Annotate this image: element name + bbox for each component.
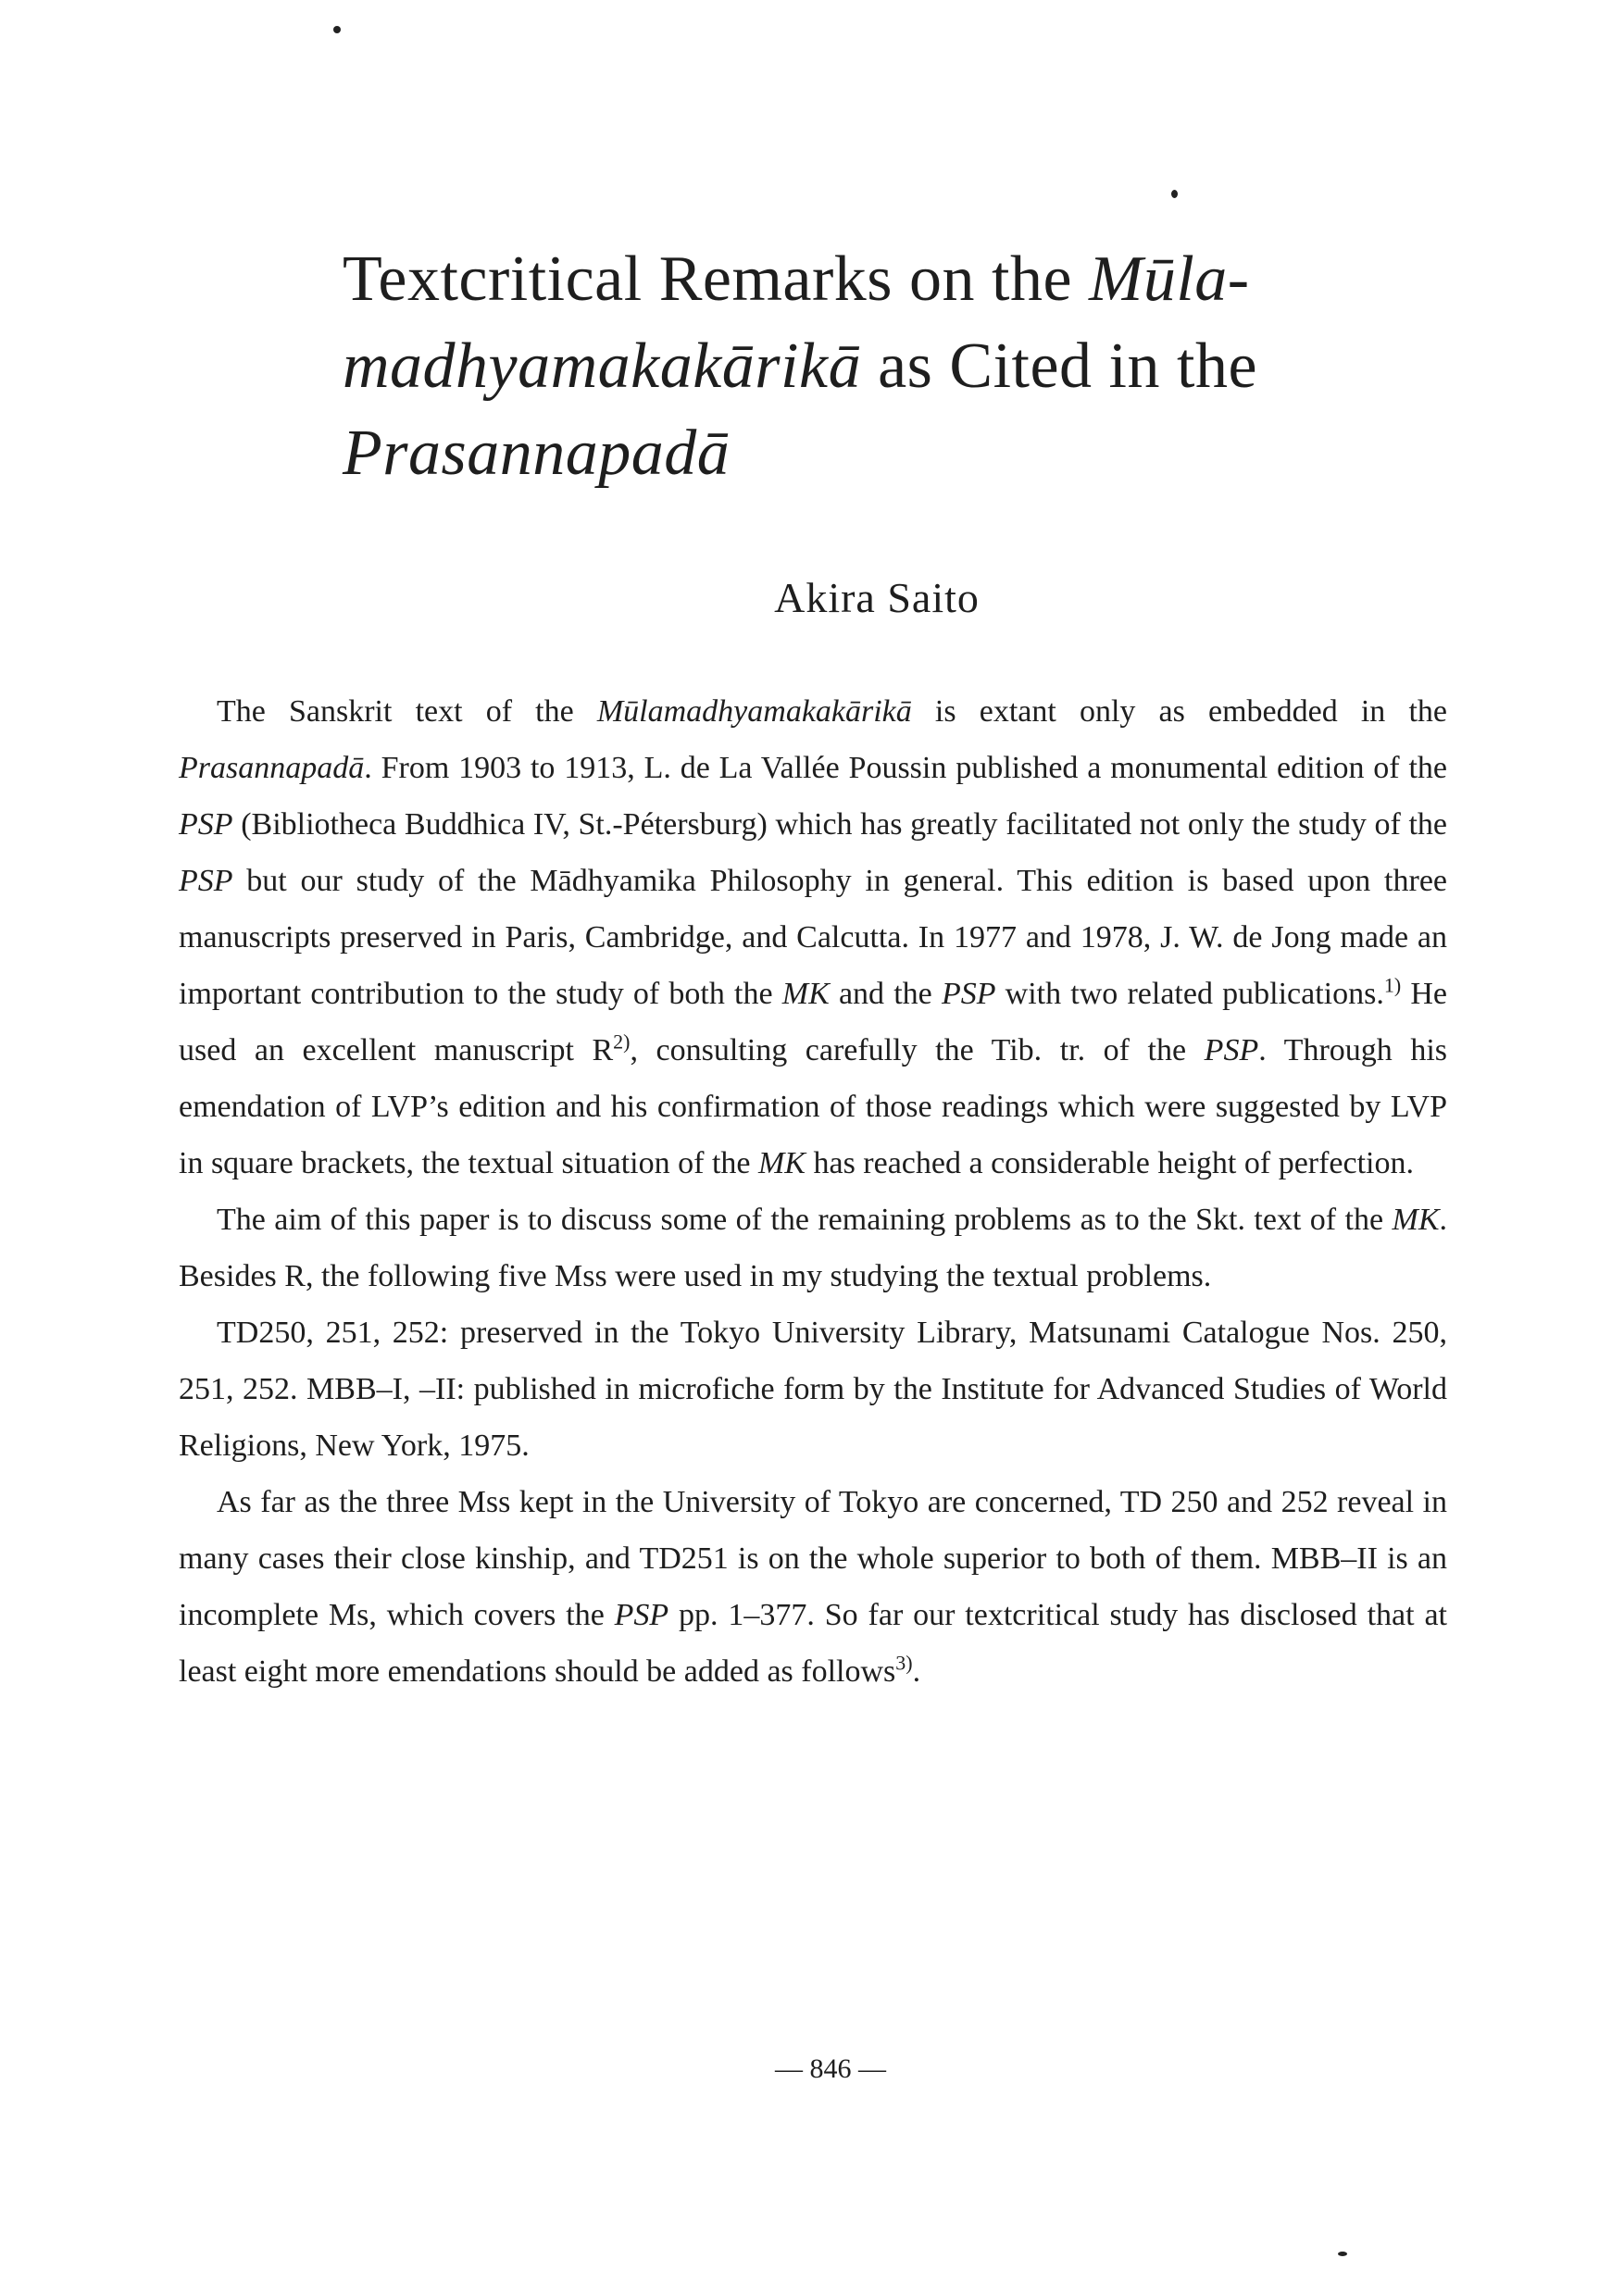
text-run: has reached a considerable height of perfection.	[805, 1146, 1415, 1180]
italic-run: MK	[781, 977, 830, 1011]
text-run: . Besides R, the following five Mss were used in my studying the textual problems.	[179, 1203, 1447, 1293]
paragraph-1	[179, 683, 1447, 1192]
italic-run: Mūlamadhyamakakārikā	[596, 694, 912, 729]
italic-run: Prasannapadā	[179, 751, 365, 785]
body-text	[179, 683, 1447, 1700]
text-run: He used an excellent manuscript R	[179, 977, 1447, 1067]
text-run: .	[912, 1654, 921, 1689]
text-run: As far as the three Mss kept in the University of Tokyo are concerned, TD 250 and 252 reveal in many cases their close kinship, and TD251 is on the whole superior to both of them. MBB–II is an incomplete Ms, which covers the	[179, 1485, 1447, 1632]
title-text: as Cited in the	[861, 331, 1258, 402]
paragraph-3	[179, 1304, 1447, 1474]
footnote-ref-3: 3)	[895, 1651, 913, 1675]
text-run: The aim of this paper is to discuss some of the remaining problems as to the Skt. text of the	[217, 1203, 1393, 1237]
title-italic-text: Mūla-	[1089, 243, 1250, 315]
title-line-3	[343, 410, 1407, 497]
italic-run: PSP	[614, 1598, 669, 1632]
text-run: (Bibliotheca Buddhica IV, St.-Pétersburg) which has greatly facilitated not only the study of the	[232, 807, 1447, 842]
scan-speck	[1338, 2252, 1347, 2256]
title-line-1	[343, 236, 1407, 323]
text-run: . From 1903 to 1913, L. de La Vallée Poussin published a monumental edition of the	[364, 751, 1447, 785]
text-run: , consulting carefully the Tib. tr. of the	[630, 1033, 1205, 1067]
author-name: Akira Saito	[774, 574, 980, 621]
text-run: and the	[829, 977, 942, 1011]
italic-run: PSP	[1204, 1033, 1259, 1067]
paragraph-4	[179, 1474, 1447, 1700]
title-text: Textcritical Remarks on the	[343, 243, 1090, 315]
text-run: is extant only as embedded in the	[911, 694, 1447, 729]
title-italic-text: Prasannapadā	[343, 418, 731, 489]
italic-run: MK	[1392, 1203, 1440, 1237]
page-number: — 846 —	[775, 2053, 886, 2084]
text-run: with two related publications.	[995, 977, 1384, 1011]
paper-title	[343, 236, 1407, 497]
title-line-2	[343, 323, 1407, 410]
italic-run: PSP	[941, 977, 996, 1011]
text-run: pp. 1–377. So far our textcritical study has disclosed that at least eight more emendations should be added as follows	[179, 1598, 1447, 1689]
text-run: The Sanskrit text of the	[217, 694, 597, 729]
footnote-ref-2: 2)	[613, 1029, 631, 1054]
text-run: . Through his emendation of LVP’s edition and his confirmation of those readings which were suggested by LVP in square brackets, the textual situation of the	[179, 1033, 1448, 1180]
italic-run: MK	[757, 1146, 806, 1180]
italic-run: PSP	[179, 807, 233, 842]
scan-speck	[1171, 190, 1178, 198]
italic-run: PSP	[179, 864, 233, 898]
paragraph-2	[179, 1192, 1447, 1304]
scan-speck	[333, 26, 341, 33]
title-italic-text: madhyamakakārikā	[343, 331, 862, 402]
text-run: but our study of the Mādhyamika Philosophy in general. This edition is based upon three manuscripts preserved in Paris, Cambridge, and Calcutta. In 1977 and 1978, J. W. de Jong made an important contribution to the study of both the	[179, 864, 1447, 1011]
text-run: TD250, 251, 252: preserved in the Tokyo University Library, Matsunami Catalogue Nos. 250, 251, 252. MBB–I, –II: published in microfiche form by the Institute for Advanced Studies of World Religions, New York, 1975.	[179, 1316, 1447, 1463]
footnote-ref-1: 1)	[1383, 973, 1402, 997]
